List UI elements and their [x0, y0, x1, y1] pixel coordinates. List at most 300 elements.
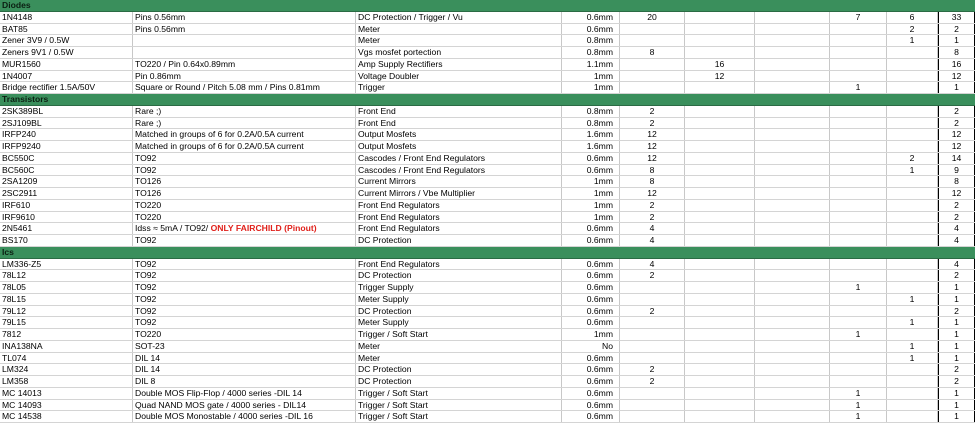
hole-size-cell[interactable]: 0.6mm — [562, 364, 620, 375]
hole-size-cell[interactable]: 1mm — [562, 188, 620, 199]
qty-main-cell[interactable] — [620, 59, 685, 70]
hole-size-cell[interactable]: 0.6mm — [562, 282, 620, 293]
section-header-diodes[interactable] — [0, 0, 975, 12]
qty-main-cell[interactable]: 4 — [620, 235, 685, 246]
package-notes-cell[interactable]: TO92 — [133, 306, 356, 317]
package-notes-cell[interactable]: DIL 8 — [133, 376, 356, 387]
hole-size-cell[interactable]: 1.6mm — [562, 141, 620, 152]
hole-size-cell[interactable]: 1mm — [562, 82, 620, 93]
usage-cell[interactable]: Meter — [356, 341, 562, 352]
qty-supply-cell[interactable] — [685, 353, 755, 364]
qty-trigger-cell[interactable] — [830, 118, 887, 129]
qty-meter-cell[interactable] — [887, 364, 938, 375]
qty-col7-cell[interactable] — [755, 35, 830, 46]
qty-supply-cell[interactable] — [685, 129, 755, 140]
hole-size-cell[interactable]: 0.6mm — [562, 400, 620, 411]
package-notes-cell[interactable]: Idss ≈ 5mA / TO92/ ONLY FAIRCHILD (Pinout) — [133, 223, 356, 234]
qty-main-cell[interactable]: 12 — [620, 188, 685, 199]
part-name-cell[interactable]: 78L05 — [0, 282, 133, 293]
qty-col7-cell[interactable] — [755, 270, 830, 281]
qty-meter-cell[interactable] — [887, 388, 938, 399]
qty-supply-cell[interactable] — [685, 364, 755, 375]
hole-size-cell[interactable]: 1mm — [562, 176, 620, 187]
qty-main-cell[interactable] — [620, 317, 685, 328]
usage-cell[interactable]: Meter — [356, 35, 562, 46]
qty-meter-cell[interactable] — [887, 282, 938, 293]
qty-supply-cell[interactable] — [685, 165, 755, 176]
section-title[interactable]: Diodes — [2, 0, 31, 10]
hole-size-cell[interactable]: 1.1mm — [562, 59, 620, 70]
qty-meter-cell[interactable] — [887, 200, 938, 211]
hole-size-cell[interactable]: 0.8mm — [562, 106, 620, 117]
qty-total-cell[interactable]: 1 — [938, 282, 975, 293]
package-notes-cell[interactable]: Pins 0.56mm — [133, 12, 356, 23]
hole-size-cell[interactable]: 0.8mm — [562, 118, 620, 129]
qty-supply-cell[interactable] — [685, 306, 755, 317]
qty-main-cell[interactable] — [620, 71, 685, 82]
qty-meter-cell[interactable] — [887, 71, 938, 82]
qty-meter-cell[interactable] — [887, 118, 938, 129]
package-notes-cell[interactable]: SOT-23 — [133, 341, 356, 352]
qty-total-cell[interactable]: 2 — [938, 24, 975, 35]
usage-cell[interactable]: Front End — [356, 106, 562, 117]
qty-main-cell[interactable]: 2 — [620, 306, 685, 317]
qty-col7-cell[interactable] — [755, 176, 830, 187]
usage-cell[interactable]: Meter Supply — [356, 317, 562, 328]
qty-main-cell[interactable]: 2 — [620, 270, 685, 281]
qty-main-cell[interactable] — [620, 411, 685, 422]
part-name-cell[interactable]: MC 14538 — [0, 411, 133, 422]
part-name-cell[interactable]: MC 14013 — [0, 388, 133, 399]
usage-cell[interactable]: DC Protection — [356, 270, 562, 281]
usage-cell[interactable]: Trigger / Soft Start — [356, 411, 562, 422]
qty-trigger-cell[interactable] — [830, 317, 887, 328]
part-name-cell[interactable]: 79L15 — [0, 317, 133, 328]
qty-main-cell[interactable] — [620, 35, 685, 46]
qty-supply-cell[interactable] — [685, 176, 755, 187]
qty-total-cell[interactable]: 8 — [938, 176, 975, 187]
part-name-cell[interactable]: 7812 — [0, 329, 133, 340]
qty-total-cell[interactable]: 2 — [938, 200, 975, 211]
qty-col7-cell[interactable] — [755, 400, 830, 411]
qty-trigger-cell[interactable] — [830, 165, 887, 176]
qty-col7-cell[interactable] — [755, 388, 830, 399]
package-notes-cell[interactable]: TO92 — [133, 165, 356, 176]
qty-total-cell[interactable]: 2 — [938, 364, 975, 375]
qty-col7-cell[interactable] — [755, 71, 830, 82]
package-notes-cell[interactable]: TO92 — [133, 235, 356, 246]
qty-col7-cell[interactable] — [755, 317, 830, 328]
qty-col7-cell[interactable] — [755, 200, 830, 211]
part-name-cell[interactable]: 2SJ109BL — [0, 118, 133, 129]
qty-total-cell[interactable]: 4 — [938, 259, 975, 270]
package-notes-cell[interactable]: Matched in groups of 6 for 0.2A/0.5A current — [133, 141, 356, 152]
qty-supply-cell[interactable] — [685, 153, 755, 164]
qty-supply-cell[interactable] — [685, 24, 755, 35]
qty-meter-cell[interactable] — [887, 259, 938, 270]
qty-meter-cell[interactable] — [887, 400, 938, 411]
qty-col7-cell[interactable] — [755, 259, 830, 270]
qty-supply-cell[interactable] — [685, 223, 755, 234]
usage-cell[interactable]: Cascodes / Front End Regulators — [356, 153, 562, 164]
qty-col7-cell[interactable] — [755, 24, 830, 35]
qty-trigger-cell[interactable] — [830, 24, 887, 35]
qty-col7-cell[interactable] — [755, 212, 830, 223]
qty-total-cell[interactable]: 12 — [938, 188, 975, 199]
usage-cell[interactable]: Trigger / Soft Start — [356, 400, 562, 411]
hole-size-cell[interactable]: 1mm — [562, 329, 620, 340]
qty-total-cell[interactable]: 1 — [938, 411, 975, 422]
hole-size-cell[interactable]: 0.6mm — [562, 12, 620, 23]
part-name-cell[interactable]: TL074 — [0, 353, 133, 364]
part-name-cell[interactable]: 1N4007 — [0, 71, 133, 82]
qty-col7-cell[interactable] — [755, 12, 830, 23]
hole-size-cell[interactable]: No — [562, 341, 620, 352]
qty-trigger-cell[interactable] — [830, 270, 887, 281]
qty-total-cell[interactable]: 2 — [938, 306, 975, 317]
qty-main-cell[interactable]: 12 — [620, 141, 685, 152]
qty-supply-cell[interactable] — [685, 411, 755, 422]
hole-size-cell[interactable]: 1mm — [562, 212, 620, 223]
qty-total-cell[interactable]: 2 — [938, 106, 975, 117]
qty-meter-cell[interactable] — [887, 223, 938, 234]
qty-trigger-cell[interactable] — [830, 59, 887, 70]
qty-total-cell[interactable]: 4 — [938, 223, 975, 234]
qty-supply-cell[interactable] — [685, 82, 755, 93]
qty-col7-cell[interactable] — [755, 329, 830, 340]
package-notes-cell[interactable] — [133, 47, 356, 58]
usage-cell[interactable]: Vgs mosfet portection — [356, 47, 562, 58]
qty-meter-cell[interactable]: 1 — [887, 353, 938, 364]
qty-trigger-cell[interactable] — [830, 259, 887, 270]
qty-main-cell[interactable] — [620, 353, 685, 364]
part-name-cell[interactable]: 78L15 — [0, 294, 133, 305]
hole-size-cell[interactable]: 0.6mm — [562, 270, 620, 281]
qty-trigger-cell[interactable] — [830, 129, 887, 140]
qty-total-cell[interactable]: 1 — [938, 400, 975, 411]
qty-supply-cell[interactable] — [685, 282, 755, 293]
qty-supply-cell[interactable] — [685, 235, 755, 246]
qty-meter-cell[interactable] — [887, 176, 938, 187]
qty-total-cell[interactable]: 1 — [938, 341, 975, 352]
qty-meter-cell[interactable]: 1 — [887, 317, 938, 328]
qty-meter-cell[interactable] — [887, 188, 938, 199]
package-notes-cell[interactable]: TO126 — [133, 188, 356, 199]
qty-col7-cell[interactable] — [755, 106, 830, 117]
usage-cell[interactable]: Front End — [356, 118, 562, 129]
hole-size-cell[interactable]: 0.6mm — [562, 259, 620, 270]
qty-total-cell[interactable]: 1 — [938, 35, 975, 46]
hole-size-cell[interactable]: 1mm — [562, 71, 620, 82]
qty-col7-cell[interactable] — [755, 376, 830, 387]
usage-cell[interactable]: Meter Supply — [356, 294, 562, 305]
section-title[interactable]: Ics — [2, 246, 14, 257]
qty-meter-cell[interactable] — [887, 129, 938, 140]
part-name-cell[interactable]: 78L12 — [0, 270, 133, 281]
package-notes-cell[interactable]: TO92 — [133, 317, 356, 328]
usage-cell[interactable]: Current Mirrors / Vbe Multiplier — [356, 188, 562, 199]
package-notes-cell[interactable]: Quad NAND MOS gate / 4000 series - DIL14 — [133, 400, 356, 411]
qty-col7-cell[interactable] — [755, 59, 830, 70]
hole-size-cell[interactable]: 0.6mm — [562, 376, 620, 387]
qty-supply-cell[interactable] — [685, 35, 755, 46]
qty-trigger-cell[interactable] — [830, 223, 887, 234]
qty-main-cell[interactable] — [620, 82, 685, 93]
package-notes-cell[interactable]: TO220 / Pin 0.64x0.89mm — [133, 59, 356, 70]
hole-size-cell[interactable]: 1mm — [562, 200, 620, 211]
package-notes-cell[interactable]: TO92 — [133, 294, 356, 305]
qty-supply-cell[interactable] — [685, 212, 755, 223]
usage-cell[interactable]: Output Mosfets — [356, 141, 562, 152]
part-name-cell[interactable]: Zeners 9V1 / 0.5W — [0, 47, 133, 58]
qty-col7-cell[interactable] — [755, 82, 830, 93]
package-notes-cell[interactable]: Square or Round / Pitch 5.08 mm / Pins 0.81mm — [133, 82, 356, 93]
qty-main-cell[interactable]: 2 — [620, 106, 685, 117]
qty-main-cell[interactable]: 8 — [620, 47, 685, 58]
qty-trigger-cell[interactable]: 1 — [830, 388, 887, 399]
package-notes-cell[interactable]: TO92 — [133, 282, 356, 293]
usage-cell[interactable]: Trigger Supply — [356, 282, 562, 293]
qty-total-cell[interactable]: 2 — [938, 118, 975, 129]
qty-main-cell[interactable] — [620, 329, 685, 340]
qty-meter-cell[interactable] — [887, 306, 938, 317]
qty-meter-cell[interactable] — [887, 59, 938, 70]
qty-trigger-cell[interactable]: 1 — [830, 411, 887, 422]
qty-supply-cell[interactable]: 16 — [685, 59, 755, 70]
package-notes-cell[interactable]: DIL 14 — [133, 364, 356, 375]
part-name-cell[interactable]: 2SC2911 — [0, 188, 133, 199]
package-notes-cell[interactable] — [133, 35, 356, 46]
usage-cell[interactable]: Front End Regulators — [356, 212, 562, 223]
qty-supply-cell[interactable] — [685, 329, 755, 340]
qty-total-cell[interactable]: 1 — [938, 329, 975, 340]
part-name-cell[interactable]: 2SA1209 — [0, 176, 133, 187]
usage-cell[interactable]: DC Protection — [356, 364, 562, 375]
qty-meter-cell[interactable]: 6 — [887, 12, 938, 23]
usage-cell[interactable]: Meter — [356, 24, 562, 35]
hole-size-cell[interactable]: 0.6mm — [562, 223, 620, 234]
qty-total-cell[interactable]: 2 — [938, 376, 975, 387]
hole-size-cell[interactable]: 0.6mm — [562, 153, 620, 164]
package-notes-cell[interactable]: DIL 14 — [133, 353, 356, 364]
qty-total-cell[interactable]: 1 — [938, 317, 975, 328]
hole-size-cell[interactable]: 0.8mm — [562, 47, 620, 58]
part-name-cell[interactable]: LM358 — [0, 376, 133, 387]
package-notes-cell[interactable]: Double MOS Flip-Flop / 4000 series -DIL 14 — [133, 388, 356, 399]
qty-meter-cell[interactable] — [887, 411, 938, 422]
part-name-cell[interactable]: 79L12 — [0, 306, 133, 317]
qty-trigger-cell[interactable] — [830, 47, 887, 58]
qty-supply-cell[interactable] — [685, 106, 755, 117]
part-name-cell[interactable]: 1N4148 — [0, 12, 133, 23]
usage-cell[interactable]: Trigger / Soft Start — [356, 388, 562, 399]
package-notes-cell[interactable]: TO220 — [133, 329, 356, 340]
package-notes-cell[interactable]: TO220 — [133, 200, 356, 211]
usage-cell[interactable]: Front End Regulators — [356, 259, 562, 270]
package-notes-cell[interactable]: TO220 — [133, 212, 356, 223]
qty-main-cell[interactable]: 2 — [620, 212, 685, 223]
usage-cell[interactable]: Meter — [356, 353, 562, 364]
hole-size-cell[interactable]: 0.6mm — [562, 306, 620, 317]
qty-total-cell[interactable]: 9 — [938, 165, 975, 176]
hole-size-cell[interactable]: 0.6mm — [562, 294, 620, 305]
qty-main-cell[interactable] — [620, 294, 685, 305]
qty-supply-cell[interactable] — [685, 270, 755, 281]
qty-trigger-cell[interactable] — [830, 188, 887, 199]
qty-supply-cell[interactable] — [685, 400, 755, 411]
part-name-cell[interactable]: IRF9610 — [0, 212, 133, 223]
qty-supply-cell[interactable] — [685, 259, 755, 270]
part-name-cell[interactable]: IRFP9240 — [0, 141, 133, 152]
package-notes-cell[interactable]: Matched in groups of 6 for 0.2A/0.5A current — [133, 129, 356, 140]
part-name-cell[interactable]: BC560C — [0, 165, 133, 176]
usage-cell[interactable]: Cascodes / Front End Regulators — [356, 165, 562, 176]
qty-main-cell[interactable]: 8 — [620, 176, 685, 187]
part-name-cell[interactable]: IRFP240 — [0, 129, 133, 140]
section-title[interactable]: Transistors — [2, 94, 49, 104]
usage-cell[interactable]: Amp Supply Rectifiers — [356, 59, 562, 70]
qty-main-cell[interactable]: 2 — [620, 200, 685, 211]
qty-trigger-cell[interactable]: 7 — [830, 12, 887, 23]
qty-main-cell[interactable] — [620, 282, 685, 293]
qty-meter-cell[interactable] — [887, 47, 938, 58]
qty-main-cell[interactable]: 8 — [620, 165, 685, 176]
qty-total-cell[interactable]: 33 — [938, 12, 975, 23]
part-name-cell[interactable]: BC550C — [0, 153, 133, 164]
qty-total-cell[interactable]: 2 — [938, 212, 975, 223]
qty-col7-cell[interactable] — [755, 153, 830, 164]
qty-trigger-cell[interactable]: 1 — [830, 400, 887, 411]
qty-col7-cell[interactable] — [755, 141, 830, 152]
qty-main-cell[interactable] — [620, 400, 685, 411]
qty-trigger-cell[interactable] — [830, 376, 887, 387]
part-name-cell[interactable]: MUR1560 — [0, 59, 133, 70]
usage-cell[interactable]: Front End Regulators — [356, 200, 562, 211]
qty-supply-cell[interactable] — [685, 200, 755, 211]
qty-trigger-cell[interactable]: 1 — [830, 282, 887, 293]
qty-meter-cell[interactable]: 1 — [887, 35, 938, 46]
qty-col7-cell[interactable] — [755, 364, 830, 375]
section-header-transistors[interactable] — [0, 94, 975, 106]
qty-trigger-cell[interactable] — [830, 106, 887, 117]
qty-meter-cell[interactable]: 1 — [887, 165, 938, 176]
qty-main-cell[interactable]: 4 — [620, 223, 685, 234]
qty-trigger-cell[interactable] — [830, 235, 887, 246]
usage-cell[interactable]: DC Protection — [356, 306, 562, 317]
package-notes-cell[interactable]: TO92 — [133, 259, 356, 270]
qty-supply-cell[interactable] — [685, 341, 755, 352]
usage-cell[interactable]: DC Protection / Trigger / Vu — [356, 12, 562, 23]
package-notes-cell[interactable]: TO92 — [133, 153, 356, 164]
qty-total-cell[interactable]: 1 — [938, 294, 975, 305]
package-notes-cell[interactable]: TO126 — [133, 176, 356, 187]
qty-total-cell[interactable]: 8 — [938, 47, 975, 58]
package-notes-cell[interactable]: Pins 0.56mm — [133, 24, 356, 35]
qty-meter-cell[interactable] — [887, 329, 938, 340]
qty-total-cell[interactable]: 14 — [938, 153, 975, 164]
qty-meter-cell[interactable] — [887, 141, 938, 152]
qty-supply-cell[interactable] — [685, 188, 755, 199]
qty-supply-cell[interactable]: 12 — [685, 71, 755, 82]
part-name-cell[interactable]: Bridge rectifier 1.5A/50V — [0, 82, 133, 93]
hole-size-cell[interactable]: 0.6mm — [562, 388, 620, 399]
part-name-cell[interactable]: LM324 — [0, 364, 133, 375]
usage-cell[interactable]: Output Mosfets — [356, 129, 562, 140]
qty-meter-cell[interactable] — [887, 376, 938, 387]
hole-size-cell[interactable]: 0.6mm — [562, 353, 620, 364]
part-name-cell[interactable]: INA138NA — [0, 341, 133, 352]
qty-trigger-cell[interactable] — [830, 35, 887, 46]
usage-cell[interactable]: DC Protection — [356, 235, 562, 246]
qty-meter-cell[interactable]: 2 — [887, 153, 938, 164]
qty-total-cell[interactable]: 16 — [938, 59, 975, 70]
qty-trigger-cell[interactable]: 1 — [830, 329, 887, 340]
part-name-cell[interactable]: LM336-Z5 — [0, 259, 133, 270]
qty-total-cell[interactable]: 12 — [938, 71, 975, 82]
package-notes-cell[interactable]: Pin 0.86mm — [133, 71, 356, 82]
hole-size-cell[interactable]: 0.6mm — [562, 165, 620, 176]
qty-trigger-cell[interactable] — [830, 176, 887, 187]
qty-meter-cell[interactable] — [887, 106, 938, 117]
qty-supply-cell[interactable] — [685, 12, 755, 23]
part-name-cell[interactable]: BAT85 — [0, 24, 133, 35]
package-notes-cell[interactable]: Rare ;) — [133, 106, 356, 117]
qty-supply-cell[interactable] — [685, 376, 755, 387]
qty-col7-cell[interactable] — [755, 282, 830, 293]
qty-supply-cell[interactable] — [685, 141, 755, 152]
package-notes-cell[interactable]: Double MOS Monostable / 4000 series -DIL 16 — [133, 411, 356, 422]
qty-meter-cell[interactable] — [887, 82, 938, 93]
qty-trigger-cell[interactable] — [830, 353, 887, 364]
qty-supply-cell[interactable] — [685, 317, 755, 328]
qty-total-cell[interactable]: 12 — [938, 129, 975, 140]
qty-col7-cell[interactable] — [755, 306, 830, 317]
qty-trigger-cell[interactable] — [830, 364, 887, 375]
part-name-cell[interactable]: MC 14093 — [0, 400, 133, 411]
qty-col7-cell[interactable] — [755, 129, 830, 140]
qty-main-cell[interactable]: 12 — [620, 153, 685, 164]
qty-main-cell[interactable] — [620, 388, 685, 399]
qty-col7-cell[interactable] — [755, 341, 830, 352]
part-name-cell[interactable]: BS170 — [0, 235, 133, 246]
qty-col7-cell[interactable] — [755, 223, 830, 234]
qty-main-cell[interactable] — [620, 24, 685, 35]
qty-trigger-cell[interactable] — [830, 306, 887, 317]
usage-cell[interactable]: Trigger / Soft Start — [356, 329, 562, 340]
qty-trigger-cell[interactable] — [830, 71, 887, 82]
qty-col7-cell[interactable] — [755, 47, 830, 58]
qty-supply-cell[interactable] — [685, 118, 755, 129]
qty-trigger-cell[interactable] — [830, 153, 887, 164]
qty-meter-cell[interactable] — [887, 212, 938, 223]
qty-supply-cell[interactable] — [685, 294, 755, 305]
package-notes-cell[interactable]: TO92 — [133, 270, 356, 281]
usage-cell[interactable]: Current Mirrors — [356, 176, 562, 187]
hole-size-cell[interactable]: 0.6mm — [562, 411, 620, 422]
qty-total-cell[interactable]: 4 — [938, 235, 975, 246]
part-name-cell[interactable]: 2SK389BL — [0, 106, 133, 117]
qty-meter-cell[interactable]: 2 — [887, 24, 938, 35]
qty-main-cell[interactable] — [620, 341, 685, 352]
hole-size-cell[interactable]: 1.6mm — [562, 129, 620, 140]
part-name-cell[interactable]: IRF610 — [0, 200, 133, 211]
part-name-cell[interactable]: Zener 3V9 / 0.5W — [0, 35, 133, 46]
qty-meter-cell[interactable] — [887, 235, 938, 246]
qty-col7-cell[interactable] — [755, 235, 830, 246]
qty-meter-cell[interactable] — [887, 270, 938, 281]
qty-total-cell[interactable]: 1 — [938, 353, 975, 364]
qty-trigger-cell[interactable] — [830, 212, 887, 223]
